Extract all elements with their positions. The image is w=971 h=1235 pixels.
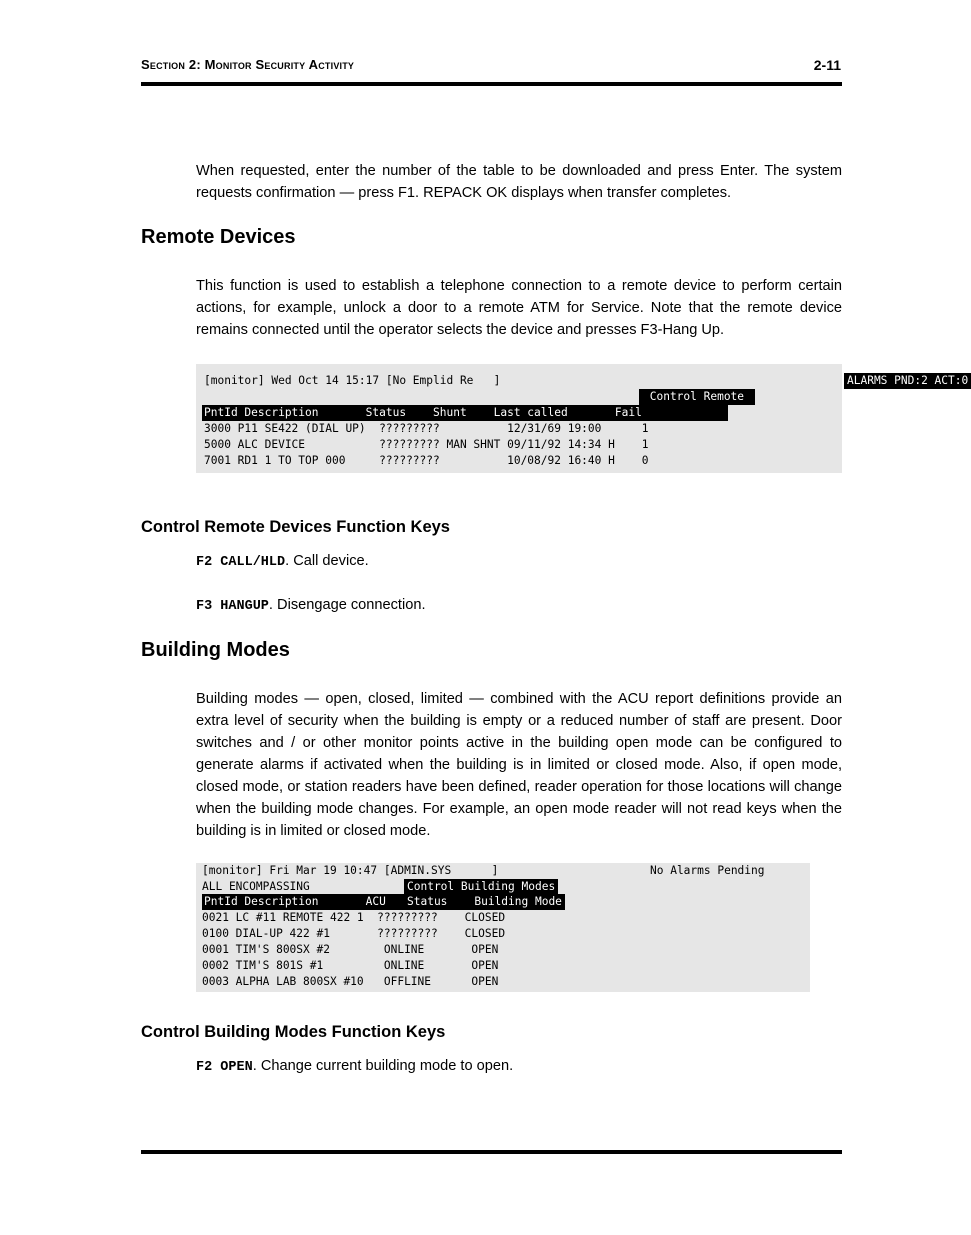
building-modes-paragraph: Building modes — open, closed, limited — combined with the ACU report definitions provide an extra level of security when the building is empty or a reduced number of staff are present. Door switches and / or other monitor points active in the building open mode can be configured to generate alarms if activated when the building is in limited or closed mode. Also, if open mode, closed mode, or station readers have been defined, reader operation for those locations will change when the building mode changes. For example, an open mode reader will not read keys when the building is in limited or closed mode. [196,691,842,839]
intro-paragraph: When requested, enter the number of the table to be downloaded and press Enter. The system requests confirmation — press F1. REPACK OK displays when transfer completes. [196,163,842,201]
key-f2-open [196,1058,513,1075]
table-row: 0003 ALPHA LAB 800SX #10 OFFLINE OPEN [202,975,499,988]
key-description: . Call device. [285,553,369,569]
screen-title: Control Building Modes [404,879,558,895]
alarms-badge: ALARMS PND:2 ACT:0 [844,373,971,389]
key-code: F2 CALL/HLD [196,555,286,570]
building-modes-heading: Building Modes [141,639,290,661]
screen-status-line: [monitor] Wed Oct 14 15:17 [No Emplid Re ] [204,374,501,387]
footer-rule [141,1150,842,1154]
key-description: . Disengage connection. [268,597,426,613]
table-row: 0001 TIM'S 800SX #2 ONLINE OPEN [202,943,499,956]
table-row: 0021 LC #11 REMOTE 422 1 ????????? CLOSED [202,911,506,924]
key-f2-call [196,553,369,570]
remote-devices-heading: Remote Devices [141,226,296,248]
key-f3-hangup [196,597,426,614]
building-modes-screen [196,863,810,992]
key-code: F2 OPEN [196,1060,253,1075]
table-row: 5000 ALC DEVICE ????????? MAN SHNT 09/11/92 14:34 H 1 [204,438,649,451]
table-row: 3000 P11 SE422 (DIAL UP) ????????? 12/31/69 19:00 1 [204,422,649,435]
running-header: Section 2: Monitor Security Activity [141,57,355,72]
key-code: F3 HANGUP [196,599,269,614]
building-keys-heading: Control Building Modes Function Keys [141,1023,446,1041]
remote-devices-paragraph: This function is used to establish a telephone connection to a remote device to perform certain actions, for example, unlock a door to a remote ATM for Service. Note that the remote device remains connected until the operator selects the device and presses F3-Hang Up. [196,278,842,338]
screen-title: Control Remote [639,389,755,405]
remote-keys-heading: Control Remote Devices Function Keys [141,518,450,536]
key-description: . Change current building mode to open. [252,1058,514,1074]
column-header: PntId Description Status Shunt Last called Fail [202,405,728,421]
header-rule [141,82,842,86]
table-row: 7001 RD1 1 TO TOP 000 ????????? 10/08/92 16:40 H 0 [204,454,649,467]
page-number: 2-11 [813,57,841,73]
column-header-right: Status Building Mode [404,894,565,910]
remote-devices-screen [196,364,969,473]
group-label: ALL ENCOMPASSING [202,880,310,893]
no-alarms-label: No Alarms Pending [650,864,765,877]
table-row: 0100 DIAL-UP 422 #1 ????????? CLOSED [202,927,506,940]
table-row: 0002 TIM'S 801S #1 ONLINE OPEN [202,959,499,972]
screen-status-line: [monitor] Fri Mar 19 10:47 [ADMIN.SYS ] [202,864,499,877]
column-header-left: PntId Description ACU [202,894,404,910]
